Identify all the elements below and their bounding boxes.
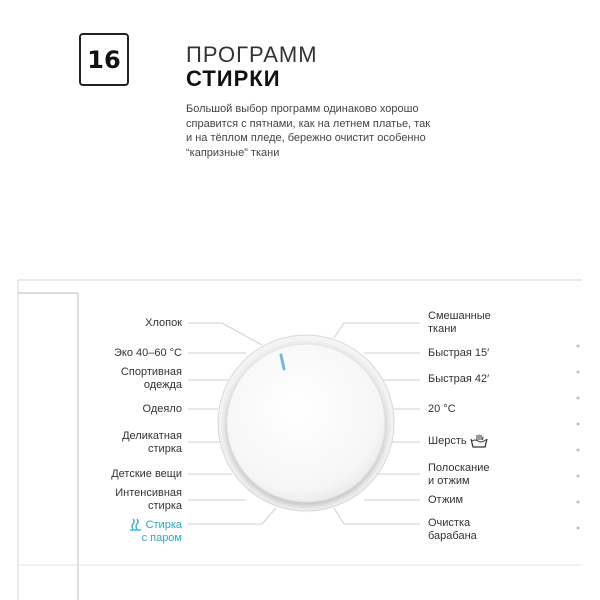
program-name: Быстрая 42′ [428, 373, 490, 385]
program-label-left-4 [22, 403, 182, 416]
program-label-right-1 [428, 310, 491, 336]
program-label-left-5 [22, 430, 182, 456]
program-name: Хлопок [145, 317, 182, 329]
program-name: Полоскание и отжим [428, 462, 490, 487]
program-label-left-8 [22, 518, 182, 545]
program-label-right-2 [428, 347, 489, 360]
program-name: 20 °С [428, 403, 456, 415]
program-name: Шерсть [428, 434, 467, 447]
program-name: Отжим [428, 494, 464, 506]
program-name: Интенсивная стирка [115, 487, 182, 512]
program-label-right-7 [428, 494, 463, 507]
program-name: Быстрая 15′ [428, 347, 490, 359]
program-label-left-6 [22, 468, 182, 481]
program-label-right-4 [428, 403, 456, 416]
program-count-badge: 16 [79, 33, 129, 86]
program-name: Эко 40–60 °С [113, 347, 182, 359]
description-text: Большой выбор программ одинаково хорошо справится с пятнами, как на летнем платье, так и на тёплом пледе, бережно очистит особенно “капризные” ткани [186, 103, 431, 159]
program-label-right-5 [428, 434, 488, 448]
decor-dots [577, 345, 580, 530]
title-line-1: ПРОГРАММ [186, 42, 318, 67]
program-label-right-8 [428, 517, 477, 543]
program-name: Деликатная стирка [122, 430, 182, 455]
program-label-right-6 [428, 462, 489, 488]
program-name: Детские вещи [111, 468, 182, 480]
program-label-right-3 [428, 373, 489, 386]
program-label-left-7 [22, 487, 182, 513]
steam-icon [129, 518, 143, 532]
program-name: Одеяло [142, 403, 182, 415]
program-name: Очистка барабана [428, 517, 477, 542]
program-name: Смешанные ткани [428, 310, 491, 335]
title-line-2: СТИРКИ [186, 66, 281, 91]
program-name: Стирка с паром [141, 518, 182, 544]
program-label-left-1 [22, 317, 182, 330]
program-label-left-2 [22, 347, 182, 360]
program-name: Спортивная одежда [120, 366, 182, 391]
program-dial[interactable] [227, 344, 385, 502]
wool-hand-wash-icon [470, 434, 488, 448]
program-label-left-3 [22, 366, 182, 392]
